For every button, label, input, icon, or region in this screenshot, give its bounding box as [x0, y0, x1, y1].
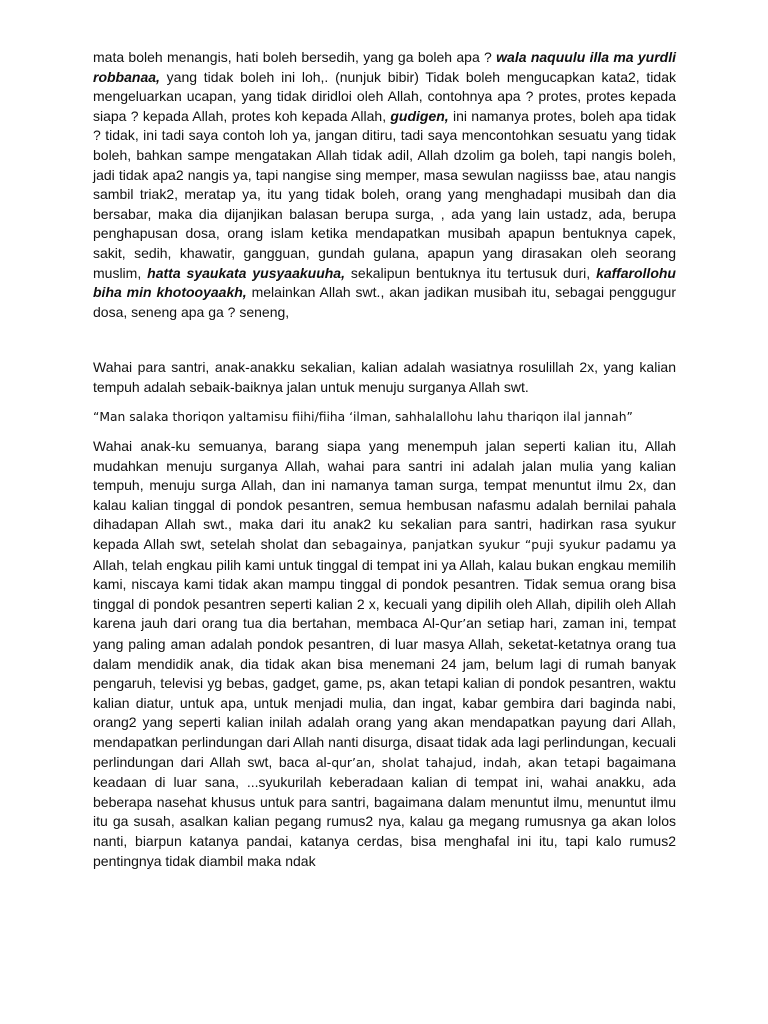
- text-run: an setiap hari, zaman ini, tempat yang paling aman adalah pondok pesantren, di luar masya Allah, seketat-ketatnya orang tua dalam mendidik anak, dia tidak akan bisa menemani 24 jam, belum lagi di rumah banyak pengaruh, televisi yg bebas, gadget, game, ps, akan tetapi kalian di pondok pesantren, waktu kalian diatur, untuk apa, untuk menjadi mulia, dan ingat, kabar gembira dari baginda nabi, orang2 yang seperti kalian inilah adalah orang yang akan mendapatkan payung dari Allah, mendapatkan perlindungan dari Allah nanti disurga, disaat tidak ada lagi perlindungan, kecuali perlindungan dari Allah swt, baca al-: [93, 615, 676, 770]
- text-run: qur’an, sholat tahajud, indah, akan tetapi: [331, 755, 601, 770]
- document-page: [93, 48, 676, 871]
- text-run: Wahai anak-ku semuanya, barang siapa yang menempuh jalan seperti kalian itu, Allah mudahkan menuju surganya Allah, wahai para santri ini adalah jalan mulia yang kalian tempuh, menuju surga Allah, dan ini namanya taman surga, tempat menuntut ilmu 2x, dan kalau kalian tinggal di pondok pesantren, semua hembusan nafasmu adalah bernilai pahala dihadapan Allah swt., maka dari itu anak2 ku sekalian para santri, hadirkan rasa syukur kepada Allah swt, setelah sholat dan: [93, 438, 676, 553]
- text-run: Qur’: [439, 617, 467, 632]
- text-run: yang tidak boleh ini loh,. (nunjuk bibir) Tidak boleh mengucapkan kata2, tidak mengeluarkan ucapan, yang tidak diridloi oleh Allah, contohnya apa ? protes, protes kepada siapa ? kepada Allah, protes koh kepada Allah,: [93, 68, 676, 124]
- arabic-phrase: hatta syaukata yusyaakuuha,: [147, 264, 345, 281]
- text-run: mata boleh menangis, hati boleh bersedih, yang ga boleh apa ?: [93, 49, 497, 65]
- text-run: sekalipun bentuknya itu tertusuk duri,: [344, 264, 597, 281]
- text-run: amu ya Allah, telah engkau pilih kami untuk tinggal di tempat ini ya Allah, kalau bukan engkau memilih kami, niscaya kami tidak akan mampu tinggal di pondok pesantren. Tidak semua orang bisa tinggal di pondok pesantren seperti kalian 2 x, kecuali yang dipilih oleh Allah, dipilih oleh Allah karena jauh dari orang tua dia bertahan, membaca Al-: [93, 536, 676, 632]
- paragraph-musibah: [93, 48, 676, 322]
- paragraph-pesantren: [93, 437, 676, 871]
- text-run: bagaimana keadaan di luar sana, ...syukurilah keberadaan kalian di tempat ini, wahai anakku, ada beberapa nasehat khusus untuk para santri, bagaimana dalam menuntut ilmu, menuntut ilmu itu ga susah, asalkan kalian pegang rumus2 nya, kalau ga megang rumusnya ga akan lolos nanti, biarpun katanya pandai, katanya cerdas, bisa menghafal ini itu, tapi kalo rumus2 pentingnya tidak diambil maka ndak: [93, 753, 676, 869]
- paragraph-wasiat: [93, 358, 676, 397]
- arabic-phrase: kaffarollohu biha min khotooyaakh,: [93, 264, 676, 301]
- text-run: sebagainya, panjatkan syukur “puji syukur pad: [332, 538, 629, 553]
- arabic-phrase: wala naquulu illa ma yurdli robbanaa,: [93, 49, 676, 85]
- text-run: melainkan Allah swt., akan jadikan musibah itu, sebagai penggugur dosa, seneng apa ga ? seneng,: [93, 284, 676, 320]
- paragraph-hadith-quote: [93, 408, 676, 428]
- text-run: Wahai para santri, anak-anakku sekalian, kalian adalah wasiatnya rosulillah 2x, yang kalian tempuh adalah sebaik-baiknya jalan untuk menuju surganya Allah swt.: [93, 359, 676, 395]
- arabic-phrase: gudigen,: [390, 107, 449, 124]
- text-run: ini namanya protes, boleh apa tidak ? tidak, ini tadi saya contoh loh ya, jangan ditiru, tadi saya mencontohkan sesuatu yang tidak boleh, bahkan sampe mengatakan Allah tidak adil, Allah dzolim ga boleh, tapi nangis boleh, jadi tidak apa2 nangis ya, tapi nangise sing memper, masa sewulan nagiisss bae, atau nangis sambil triak2, meratap ya, itu yang tidak boleh, orang yang menghadapi musibah dan dia bersabar, maka dia dijanjikan balasan berupa surga, , ada yang lain ustadz, ada, berupa penghapusan dosa, orang islam ketika mendapatkan musibah apapun bentuknya capek, sakit, sedih, khawatir, gangguan, gundah gulana, apapun yang dirasakan oleh seorang muslim,: [93, 107, 676, 281]
- text-run: “Man salaka thoriqon yaltamisu fiihi/fiiha ‘ilman, sahhalallohu lahu thariqon ilal jannah”: [93, 409, 633, 424]
